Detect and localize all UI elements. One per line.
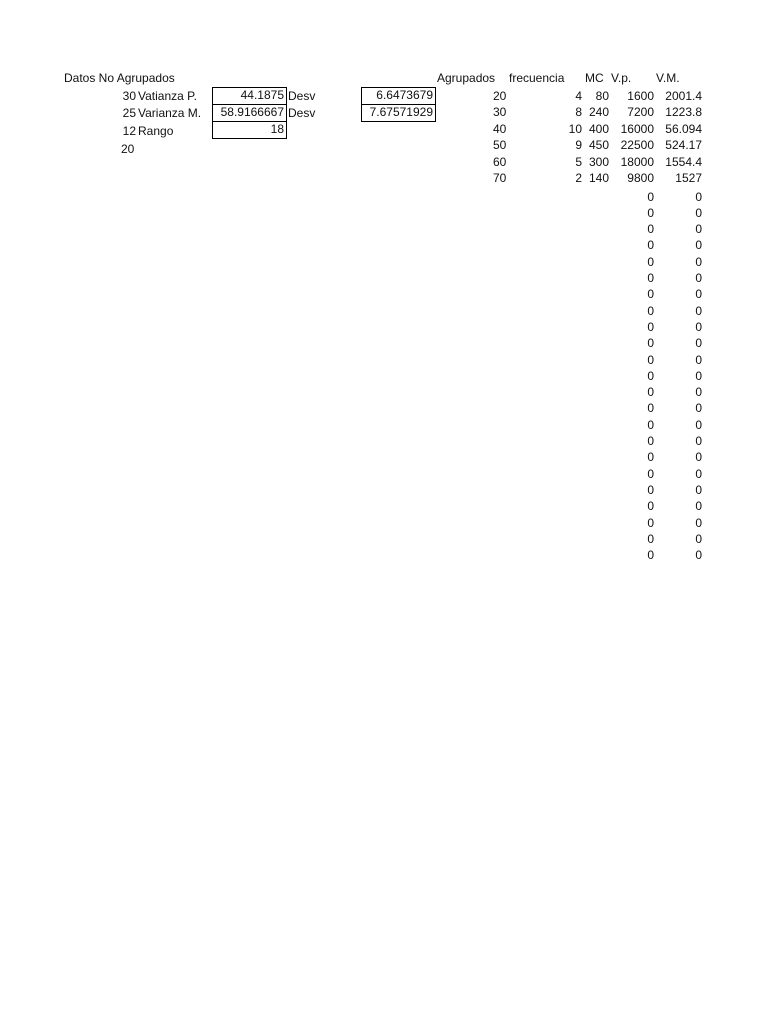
header-frecuencia: frecuencia <box>509 71 565 85</box>
cell-vm: 0 <box>695 385 702 400</box>
cell-vm: 0 <box>695 515 702 530</box>
header-mc: MC <box>585 71 604 85</box>
cell-vm: 0 <box>695 450 702 465</box>
table-row <box>0 417 768 433</box>
table-row <box>0 137 768 153</box>
cell-mc: 300 <box>588 154 609 169</box>
cell-vp: 0 <box>647 531 654 546</box>
table-row <box>0 547 768 563</box>
cell-frecuencia: 4 <box>575 89 582 103</box>
table-row <box>0 303 768 319</box>
table-row <box>0 170 768 186</box>
cell-vp: 0 <box>647 271 654 285</box>
table-row <box>0 352 768 368</box>
cell-vp: 0 <box>647 466 654 481</box>
desv-label: Desv <box>288 106 316 120</box>
table-row <box>0 384 768 400</box>
data-value: 30 <box>122 89 136 103</box>
cell-vm: 0 <box>695 287 702 302</box>
cell-vm: 0 <box>695 466 702 481</box>
table-row <box>0 88 768 104</box>
table-row <box>0 254 768 270</box>
cell-vm: 1554.4 <box>665 154 702 169</box>
cell-vp: 0 <box>647 303 654 318</box>
cell-vp: 0 <box>647 548 654 563</box>
table-row <box>0 104 768 120</box>
cell-agrupados: 20 <box>493 89 507 103</box>
cell-vp: 0 <box>647 515 654 530</box>
desv-p-cell[interactable]: 6.6473679 <box>361 87 436 105</box>
cell-vm: 0 <box>695 352 702 367</box>
cell-vm: 0 <box>695 336 702 351</box>
table-row <box>0 498 768 514</box>
cell-vp: 0 <box>647 450 654 465</box>
cell-mc: 450 <box>588 138 609 153</box>
table-row <box>0 237 768 253</box>
cell-vp: 0 <box>647 319 654 334</box>
cell-vp: 0 <box>647 238 654 253</box>
cell-frecuencia: 8 <box>575 105 582 120</box>
label-varianza-m: Varianza M. <box>138 106 202 120</box>
table-row <box>0 515 768 531</box>
cell-vm: 1223.8 <box>665 105 702 120</box>
cell-agrupados: 70 <box>493 171 507 185</box>
cell-vm: 2001.4 <box>665 89 702 103</box>
table-row <box>0 449 768 465</box>
cell-agrupados: 30 <box>493 105 507 120</box>
label-varianza-p: Vatianza P. <box>138 89 197 103</box>
cell-vm: 0 <box>695 482 702 497</box>
table-row <box>0 466 768 482</box>
cell-vp: 22500 <box>620 138 654 153</box>
cell-vp: 0 <box>647 385 654 400</box>
cell-vp: 1600 <box>627 89 654 103</box>
cell-vp: 0 <box>647 434 654 448</box>
cell-vp: 7200 <box>627 105 654 120</box>
cell-vm: 0 <box>695 303 702 318</box>
section-title: Datos No Agrupados <box>64 71 175 85</box>
cell-frecuencia: 10 <box>568 121 582 136</box>
cell-agrupados: 60 <box>493 154 507 169</box>
table-row <box>0 531 768 547</box>
cell-vp: 0 <box>647 401 654 416</box>
table-row <box>0 154 768 170</box>
cell-vp: 0 <box>647 254 654 269</box>
cell-mc: 80 <box>595 89 609 103</box>
desv-label: Desv <box>288 89 316 103</box>
cell-mc: 400 <box>588 121 609 136</box>
header-vm: V.M. <box>656 71 680 85</box>
table-row <box>0 286 768 302</box>
cell-frecuencia: 5 <box>575 154 582 169</box>
cell-vp: 0 <box>647 205 654 220</box>
data-value: 20 <box>121 142 135 156</box>
cell-vp: 9800 <box>627 171 654 185</box>
cell-agrupados: 40 <box>493 121 507 136</box>
cell-vm: 0 <box>695 222 702 237</box>
data-value: 25 <box>122 106 136 120</box>
cell-frecuencia: 9 <box>575 138 582 153</box>
cell-vm: 56.094 <box>665 121 702 136</box>
cell-vm: 0 <box>695 319 702 334</box>
table-row <box>0 189 768 205</box>
header-vp: V.p. <box>611 71 632 85</box>
cell-frecuencia: 2 <box>575 171 582 185</box>
cell-vm: 0 <box>695 499 702 514</box>
cell-vm: 0 <box>695 189 702 204</box>
cell-vm: 0 <box>695 417 702 432</box>
cell-vm: 0 <box>695 238 702 253</box>
cell-mc: 240 <box>588 105 609 120</box>
table-row <box>0 270 768 286</box>
table-row <box>0 221 768 237</box>
cell-mc: 140 <box>588 171 609 185</box>
table-row <box>0 335 768 351</box>
desv-m-cell[interactable]: 7.67571929 <box>361 104 436 122</box>
cell-vm: 0 <box>695 368 702 383</box>
table-row <box>0 400 768 416</box>
cell-vm: 0 <box>695 531 702 546</box>
cell-vm: 0 <box>695 401 702 416</box>
table-row <box>0 319 768 335</box>
cell-vp: 0 <box>647 499 654 514</box>
cell-vp: 18000 <box>620 154 654 169</box>
varianza-m-cell[interactable]: 58.9166667 <box>212 104 287 122</box>
data-value: 12 <box>122 124 136 138</box>
table-row <box>0 205 768 221</box>
cell-vp: 16000 <box>620 121 654 136</box>
cell-vm: 0 <box>695 271 702 285</box>
cell-vp: 0 <box>647 482 654 497</box>
table-row <box>0 482 768 498</box>
cell-vm: 0 <box>695 205 702 220</box>
cell-vm: 524.17 <box>665 138 702 153</box>
cell-vp: 0 <box>647 368 654 383</box>
cell-vp: 0 <box>647 352 654 367</box>
table-row <box>0 368 768 384</box>
table-row <box>0 433 768 449</box>
cell-vp: 0 <box>647 336 654 351</box>
cell-vp: 0 <box>647 189 654 204</box>
cell-vm: 0 <box>695 434 702 448</box>
rango-cell[interactable]: 18 <box>212 121 287 139</box>
cell-agrupados: 50 <box>493 138 507 153</box>
cell-vp: 0 <box>647 287 654 302</box>
cell-vm: 1527 <box>675 171 702 185</box>
varianza-p-cell[interactable]: 44.1875 <box>212 87 287 105</box>
cell-vm: 0 <box>695 254 702 269</box>
label-rango: Rango <box>138 124 174 138</box>
table-row <box>0 121 768 137</box>
cell-vm: 0 <box>695 548 702 563</box>
header-agrupados: Agrupados <box>437 71 496 85</box>
cell-vp: 0 <box>647 222 654 237</box>
cell-vp: 0 <box>647 417 654 432</box>
